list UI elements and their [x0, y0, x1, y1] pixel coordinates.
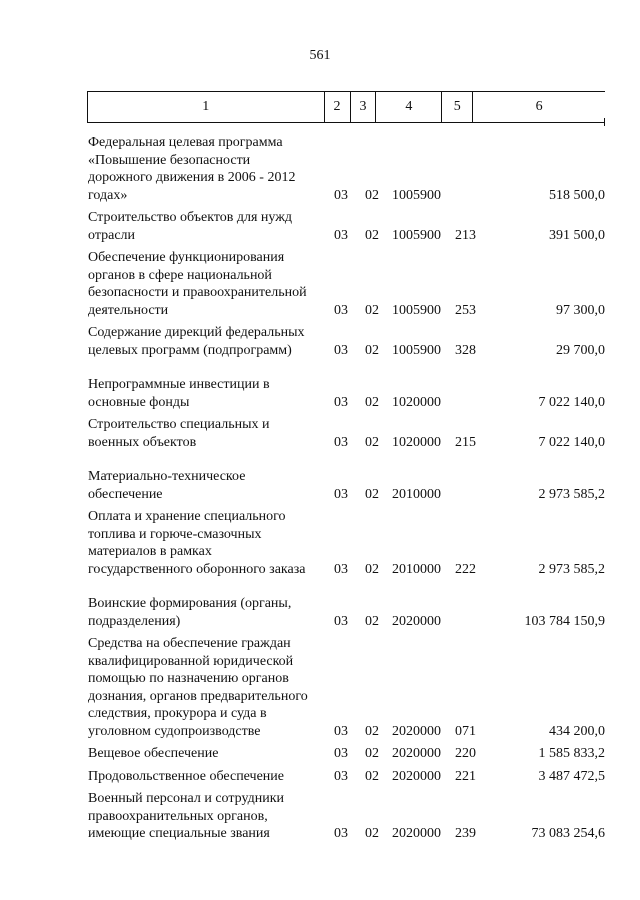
- row-amount: 518 500,0: [549, 187, 605, 203]
- table-row: [0, 768, 640, 786]
- row-subsection: 02: [365, 826, 379, 841]
- row-expense-type: 071: [455, 723, 476, 739]
- row-target-code: 2020000: [392, 826, 441, 841]
- table-row: [0, 508, 640, 578]
- row-target-code: 1020000: [392, 434, 441, 450]
- row-subsection: 02: [365, 187, 379, 203]
- row-section: 03: [334, 394, 348, 410]
- row-name: Непрограммные инвестиции в основные фонды: [88, 377, 270, 410]
- table-row: [0, 134, 640, 204]
- header-col-5: 5: [442, 92, 473, 122]
- budget-table-body: [0, 134, 640, 843]
- row-expense-type: 328: [455, 342, 476, 358]
- row-expense-type: 253: [455, 302, 476, 318]
- row-target-code: 1005900: [392, 187, 441, 203]
- row-expense-type: 222: [455, 561, 476, 577]
- row-name: Материально-техническое обеспечение: [88, 469, 246, 502]
- header-col-1: 1: [88, 92, 325, 122]
- row-target-code: 1005900: [392, 342, 441, 358]
- row-target-code: 2020000: [392, 613, 441, 629]
- row-subsection: 02: [365, 434, 379, 450]
- row-subsection: 02: [365, 561, 379, 577]
- table-row: [0, 745, 640, 763]
- header-edge-mark: [604, 118, 605, 126]
- row-name: Строительство объектов для нужд отрасли: [88, 210, 293, 243]
- row-subsection: 02: [365, 486, 379, 502]
- row-name: Федеральная целевая программа «Повышение безопасности дорожного движения в 2006 - 2012 годах»: [88, 135, 296, 203]
- table-row: [0, 324, 640, 359]
- row-section: 03: [334, 746, 348, 761]
- page-number: 561: [309, 48, 331, 63]
- row-name: Содержание дирекций федеральных целевых программ (подпрограмм): [88, 325, 305, 358]
- header-col-2: 2: [325, 92, 351, 122]
- header-col-4: 4: [376, 92, 442, 122]
- row-section: 03: [334, 227, 348, 243]
- table-header: [87, 91, 605, 123]
- row-target-code: 2010000: [392, 486, 441, 502]
- row-name: Оплата и хранение специального топлива и горюче-смазочных материалов в рамках государственного оборонного заказа: [88, 509, 306, 577]
- row-subsection: 02: [365, 302, 379, 318]
- row-section: 03: [334, 723, 348, 739]
- header-col-3: 3: [351, 92, 377, 122]
- table-row: [0, 376, 640, 411]
- row-section: 03: [334, 434, 348, 450]
- row-amount: 391 500,0: [549, 227, 605, 243]
- row-section: 03: [334, 613, 348, 629]
- row-section: 03: [334, 768, 348, 784]
- row-name: Военный персонал и сотрудники правоохранительных органов, имеющие специальные звания: [88, 791, 284, 841]
- row-amount: 73 083 254,6: [531, 826, 605, 841]
- row-section: 03: [334, 561, 348, 577]
- row-amount: 29 700,0: [556, 342, 605, 358]
- row-section: 03: [334, 342, 348, 358]
- row-amount: 2 973 585,2: [538, 561, 605, 577]
- row-name: Средства на обеспечение граждан квалифицированной юридической помощью по назначению органов дознания, органов предварительного следствия, прокурора и суда в уголовном судопроизводстве: [88, 636, 308, 739]
- row-name: Строительство специальных и военных объектов: [88, 417, 270, 450]
- row-name: Воинские формирования (органы, подразделения): [88, 596, 292, 629]
- row-subsection: 02: [365, 768, 379, 784]
- row-section: 03: [334, 826, 348, 841]
- row-name: Обеспечение функционирования органов в сфере национальной безопасности и правоохранительной деятельности: [88, 250, 307, 318]
- row-section: 03: [334, 302, 348, 318]
- row-amount: 97 300,0: [556, 302, 605, 318]
- row-amount: 7 022 140,0: [538, 394, 605, 410]
- row-target-code: 1005900: [392, 302, 441, 318]
- row-expense-type: 239: [455, 826, 476, 841]
- row-target-code: 2010000: [392, 561, 441, 577]
- row-subsection: 02: [365, 394, 379, 410]
- table-row: [0, 790, 640, 843]
- row-amount: 3 487 472,5: [538, 768, 605, 784]
- row-name: Вещевое обеспечение: [88, 746, 219, 761]
- row-amount: 1 585 833,2: [538, 746, 605, 761]
- row-amount: 7 022 140,0: [538, 434, 605, 450]
- row-subsection: 02: [365, 342, 379, 358]
- row-name: Продовольственное обеспечение: [88, 768, 284, 784]
- row-expense-type: 221: [455, 768, 476, 784]
- row-subsection: 02: [365, 723, 379, 739]
- header-col-6: 6: [535, 99, 543, 114]
- row-section: 03: [334, 187, 348, 203]
- row-target-code: 2020000: [392, 723, 441, 739]
- table-row: [0, 416, 640, 451]
- row-section: 03: [334, 486, 348, 502]
- row-target-code: 2020000: [392, 746, 441, 761]
- row-amount: 434 200,0: [549, 723, 605, 739]
- row-expense-type: 220: [455, 746, 476, 761]
- table-row: [0, 209, 640, 244]
- row-amount: 103 784 150,9: [524, 613, 605, 629]
- row-expense-type: 215: [455, 434, 476, 450]
- row-subsection: 02: [365, 227, 379, 243]
- row-subsection: 02: [365, 613, 379, 629]
- row-subsection: 02: [365, 746, 379, 761]
- table-row: [0, 635, 640, 740]
- row-target-code: 1005900: [392, 227, 441, 243]
- table-row: [0, 595, 640, 630]
- table-row: [0, 249, 640, 319]
- row-target-code: 1020000: [392, 394, 441, 410]
- row-target-code: 2020000: [392, 768, 441, 784]
- row-amount: 2 973 585,2: [538, 486, 605, 502]
- row-expense-type: 213: [455, 227, 476, 243]
- table-row: [0, 468, 640, 503]
